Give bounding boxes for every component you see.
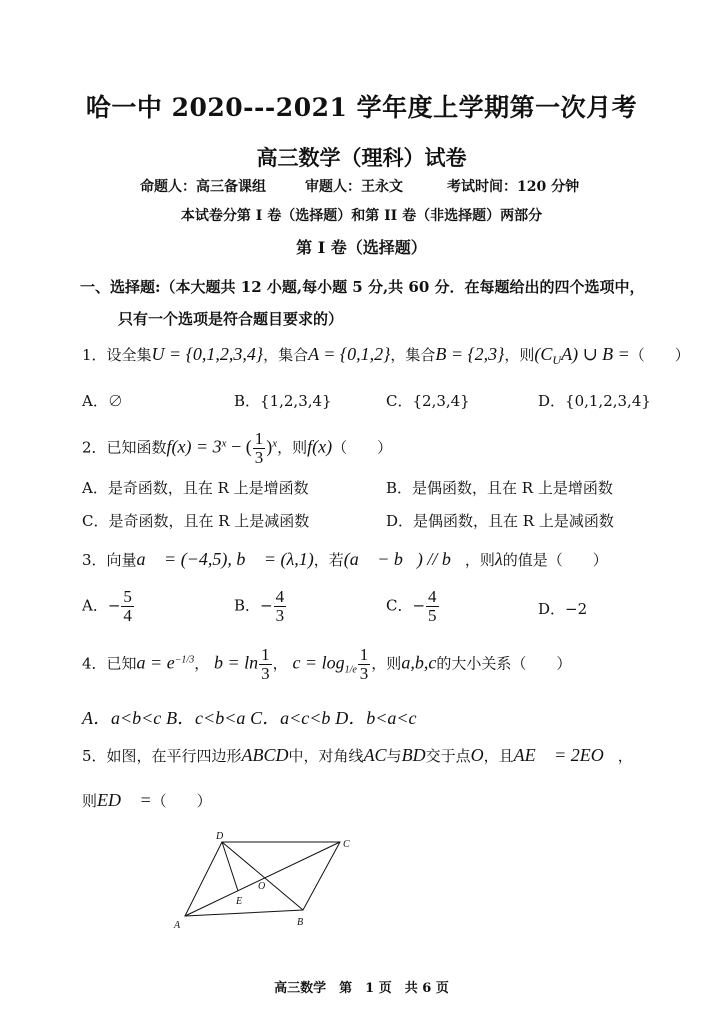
setter: 命题人：高三备课组: [140, 179, 266, 195]
q3-option-c: C．− $\frac{4}{5}$: [386, 587, 437, 625]
question-3: 3．向量a⃗ = (−4,5), b⃗ = (λ,1)，若(a⃗ − b⃗) // b⃗，则λ的值是（ ）: [82, 549, 608, 569]
q3-option-b: B．− $\frac{4}{3}$: [234, 587, 285, 625]
reviewer: 审题人：王永文: [305, 179, 403, 195]
q3-option-a: A．− $\frac{5}{4}$: [82, 587, 132, 625]
exam-title: 哈一中 2020---2021 学年度上学期第一次月考: [85, 93, 638, 122]
q3-option-d: D．−2: [538, 600, 588, 618]
q1-option-c: C．{2,3,4}: [386, 392, 470, 410]
q2-option-c: C．是奇函数，且在 R 上是减函数: [82, 512, 310, 530]
q1-option-b: B．{1,2,3,4}: [234, 392, 332, 410]
question-5-line2: 则ED⃗ =（ ）: [82, 790, 212, 810]
label-a: A: [174, 920, 181, 931]
label-o: O: [258, 881, 266, 892]
parts-note: 本试卷分第 I 卷（选择题）和第 II 卷（非选择题）两部分: [180, 208, 543, 224]
label-e: E: [236, 896, 243, 907]
exam-time: 考试时间：120 分钟: [447, 179, 580, 195]
diagonal-bd: [222, 842, 303, 910]
question-1: 1．设全集U = {0,1,2,3,4}，集合A = {0,1,2}，集合B = {2,3}，则$(C_UA)$ ∪ B =（ ）: [82, 344, 690, 367]
q1-option-a: A．∅: [82, 392, 123, 410]
question-4: 4．已知$a = e^{-1/3}$， b = ln $\frac{1}{3}$ ， $c = \log_{1/e}$ $\frac{1}{3}$ ，则a,b,c的大小关系（ ）: [82, 645, 572, 683]
q2-option-d: D．是偶函数，且在 R 上是减函数: [386, 512, 614, 530]
parallelogram-figure: [170, 828, 360, 933]
question-5: 5．如图，在平行四边形ABCD中，对角线AC与BD交于点O，且AE⃗ = 2EO⃗，: [82, 745, 633, 765]
label-b: B: [297, 917, 304, 928]
instructions-line2: 只有一个选项是符合题目要求的）: [118, 310, 344, 328]
label-d: D: [216, 831, 224, 842]
question-2: 2．已知函数$f(x) = 3^x$ − ( $\frac{1}{3}$ )$^x$，则f(x)（ ）: [82, 429, 393, 467]
page-footer: 高三数学 第 1 页 共 6 页: [274, 981, 449, 996]
section-title: 第 I 卷（选择题）: [296, 238, 427, 257]
instructions-line1: 一、选择题:（本大题共 12 小题,每小题 5 分,共 60 分．在每题给出的四个选项中，: [80, 278, 645, 296]
label-c: C: [343, 839, 350, 850]
q4-options: A．a<b<c B．c<b<a C．a<c<b D．b<a<c: [82, 708, 417, 728]
q1-option-d: D．{0,1,2,3,4}: [538, 392, 651, 410]
exam-subtitle: 高三数学（理科）试卷: [256, 145, 467, 170]
q2-option-a: A．是奇函数，且在 R 上是增函数: [82, 479, 309, 497]
q2-option-b: B．是偶函数，且在 R 上是增函数: [386, 479, 613, 497]
diagonal-ac: [185, 842, 340, 916]
